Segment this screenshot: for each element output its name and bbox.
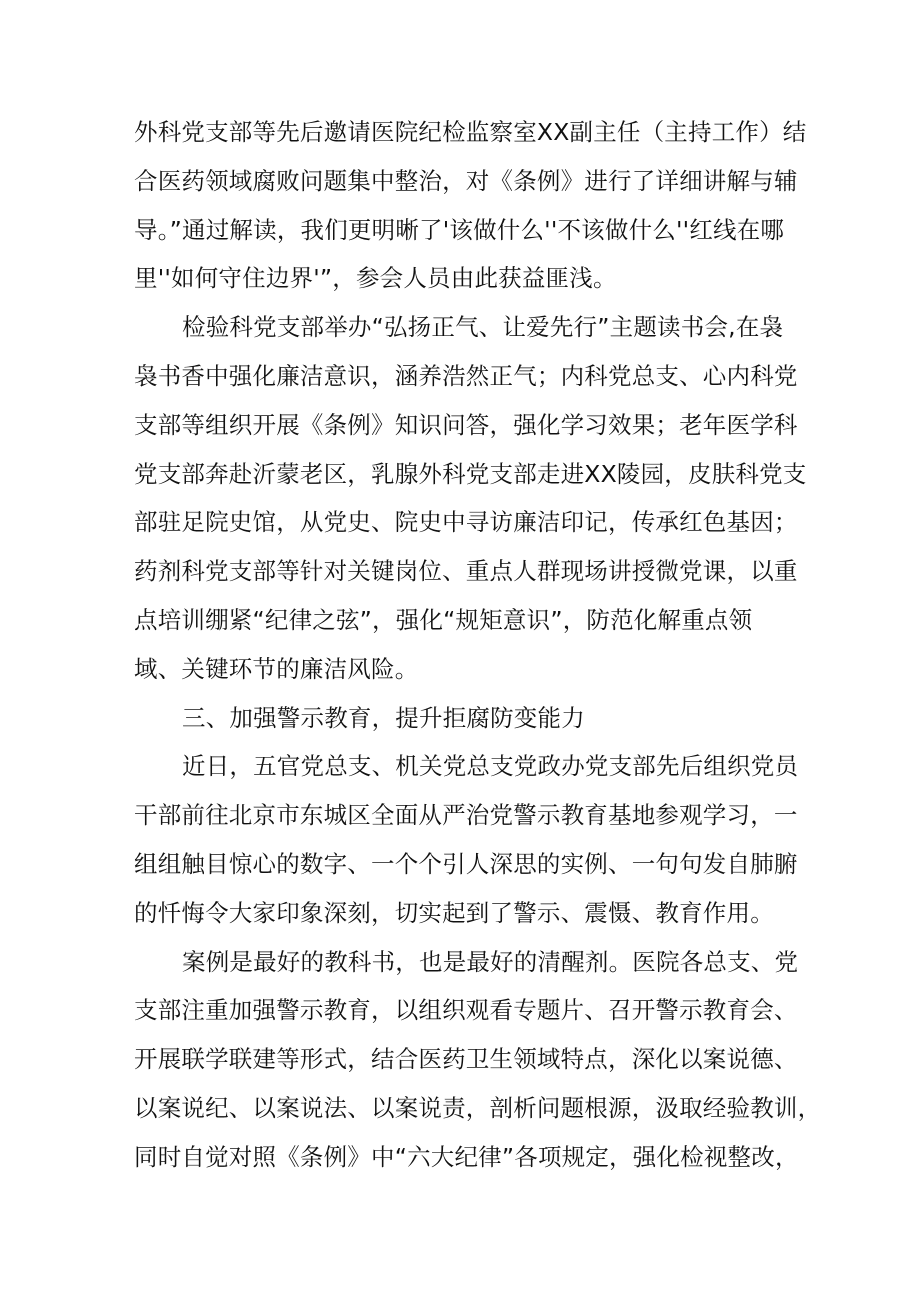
text-line: 外科党支部等先后邀请医院纪检监察室XX副主任（主持工作）结 <box>134 118 807 146</box>
text-line: 组组触目惊心的数字、一个个引人深思的实例、一句句发自肺腑 <box>134 849 798 878</box>
text-line: 党支部奔赴沂蒙老区，乳腺外科党支部走进XX陵园，皮肤科党支 <box>134 459 807 488</box>
text-line: 点培训绷紧“纪律之弦”，强化“规矩意识”，防范化解重点领 <box>134 605 753 634</box>
paragraph-start-line: 检验科党支部举办“弘扬正气、让爱先行”主题读书会,在袅 <box>182 313 784 342</box>
paragraph-start-line: 近日，五官党总支、机关党总支党政办党支部先后组织党员 <box>182 752 799 781</box>
text-line: 干部前往北京市东城区全面从严治党警示教育基地参观学习，一 <box>134 801 798 830</box>
text-line: 支部注重加强警示教育，以组织观看专题片、召开警示教育会、 <box>134 996 798 1025</box>
text-line: 以案说纪、以案说法、以案说责，剖析问题根源，汲取经验教训， <box>134 1093 822 1122</box>
body-text <box>134 108 822 1182</box>
text-line: 药剂科党支部等针对关键岗位、重点人群现场讲授微党课，以重 <box>134 557 798 586</box>
text-line: 部驻足院史馆，从党史、院史中寻访廉洁印记，传承红色基因； <box>134 508 798 537</box>
paragraph-start-line: 案例是最好的教科书，也是最好的清醒剂。医院各总支、党 <box>182 947 799 976</box>
text-line: 的忏悔令大家印象深刻，切实起到了警示、震慑、教育作用。 <box>134 898 774 927</box>
text-line: 支部等组织开展《条例》知识问答，强化学习效果；老年医学科 <box>134 410 798 439</box>
text-line: 域、关键环节的廉洁风险。 <box>134 654 419 683</box>
section-heading: 三、加强警示教育，提升拒腐防变能力 <box>182 703 585 732</box>
text-line: 开展联学联建等形式，结合医药卫生领域特点，深化以案说德、 <box>134 1045 798 1074</box>
text-line: 袅书香中强化廉洁意识，涵养浩然正气；内科党总支、心内科党 <box>134 361 798 390</box>
text-line: 合医药领域腐败问题集中整治，对《条例》进行了详细讲解与辅 <box>134 166 798 195</box>
text-line: 同时自觉对照《条例》中“六大纪律”各项规定，强化检视整改， <box>134 1142 799 1171</box>
text-line: 导。”通过解读，我们更明晰了'该做什么''不该做什么''红线在哪 <box>134 215 785 244</box>
text-line: 里''如何守住边界'”，参会人员由此获益匪浅。 <box>134 264 617 293</box>
